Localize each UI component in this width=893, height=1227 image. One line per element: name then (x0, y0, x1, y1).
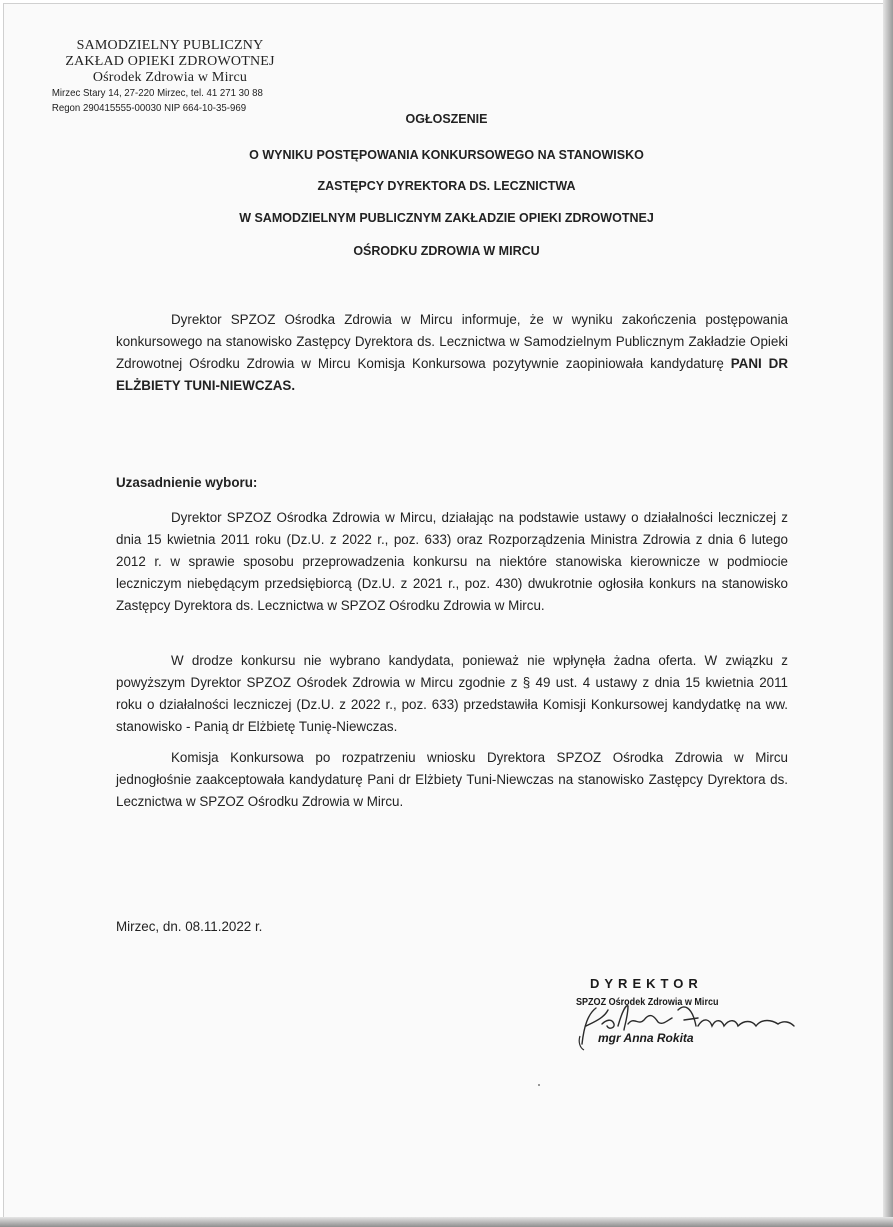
signature-name: mgr Anna Rokita (598, 1031, 694, 1045)
justification-text-2: W drodze konkursu nie wybrano kandydata, ponieważ nie wpłynęła żadna oferta. W związku z powyższym Dyrektor SPZOZ Ośrodek Zdrowia w Mircu zgodnie z § 49 ust. 4 ustawy z dnia 15 kwietnia 2011 roku o działalności leczniczej (Dz.U. z 2022 r., poz. 633) przedstawiła Komisji Konkursowej kandydatkę na ww. stanowisko - Panią dr Elżbietę Tunię-Niewczas. (116, 653, 788, 734)
justification-paragraph-3 (116, 747, 788, 813)
heading-line-1: O WYNIKU POSTĘPOWANIA KONKURSOWEGO NA STANOWISKO (249, 148, 644, 162)
justification-paragraph-2 (116, 650, 788, 738)
stamp-line-1: SAMODZIELNY PUBLICZNY (76, 38, 264, 53)
intro-paragraph (116, 309, 788, 397)
heading-line-4: OŚRODKU ZDROWIA W MIRCU (353, 244, 540, 258)
scan-speck (538, 1084, 540, 1086)
signature-title: DYREKTOR (590, 976, 703, 991)
justification-paragraph-1 (116, 507, 788, 617)
handwritten-signature-icon (574, 996, 804, 1056)
date-line: Mirzec, dn. 08.11.2022 r. (116, 919, 263, 934)
candidate-name: PANI DR ELŻBIETY TUNI-NIEWCZAS. (116, 356, 788, 393)
heading-line-3: W SAMODZIELNYM PUBLICZNYM ZAKŁADZIE OPIEKI ZDROWOTNEJ (239, 211, 654, 225)
heading-line-2: ZASTĘPCY DYREKTORA DS. LECZNICTWA (317, 179, 576, 193)
scan-shadow-bottom (0, 1217, 893, 1227)
justification-title: Uzasadnienie wyboru: (116, 475, 258, 490)
stamp-line-3: Ośrodek Zdrowia w Mircu (92, 70, 248, 85)
stamp-line-2: ZAKŁAD OPIEKI ZDROWOTNEJ (65, 54, 275, 69)
announcement-title: OGŁOSZENIE (405, 112, 488, 126)
intro-text: Dyrektor SPZOZ Ośrodka Zdrowia w Mircu informuje, że w wyniku zakończenia postępowania konkursowego na stanowisko Zastępcy Dyrektora ds. Lecznictwa w Samodzielnym Publicznym Zakładzie Opieki Zdrowotnej Ośrodku Zdrowia w Mircu Komisja Konkursowa pozytywnie zaopiniowała kandydaturę (116, 312, 788, 371)
justification-text-3: Komisja Konkursowa po rozpatrzeniu wniosku Dyrektora SPZOZ Ośrodka Zdrowia w Mircu jednogłośnie zaakceptowała kandydaturę Pani dr Elżbiety Tuni-Niewczas na stanowisko Zastępcy Dyrektora ds. Lecznictwa w SPZOZ Ośrodku Zdrowia w Mircu. (116, 750, 788, 809)
letterhead-stamp (50, 38, 290, 116)
justification-text-1: Dyrektor SPZOZ Ośrodka Zdrowia w Mircu, działając na podstawie ustawy o działalności leczniczej z dnia 15 kwietnia 2011 roku (Dz.U. z 2022 r., poz. 633) oraz Rozporządzenia Ministra Zdrowia z dnia 6 lutego 2012 r. w sprawie sposobu przeprowadzenia konkursu na niektóre stanowiska kierownicze w podmiocie leczniczym niebędącym przedsiębiorcą (Dz.U. z 2021 r., poz. 430) dwukrotnie ogłosiła konkurs na stanowisko Zastępcy Dyrektora ds. Lecznictwa w SPZOZ Ośrodku Zdrowia w Mircu. (116, 510, 788, 613)
stamp-regon-nip: Regon 290415555-00030 NIP 664-10-35-969 (51, 102, 247, 114)
stamp-address: Mirzec Stary 14, 27-220 Mirzec, tel. 41 271 30 88 (51, 87, 263, 99)
signature-institution: SPZOZ Ośrodek Zdrowia w Mircu (576, 996, 719, 1008)
